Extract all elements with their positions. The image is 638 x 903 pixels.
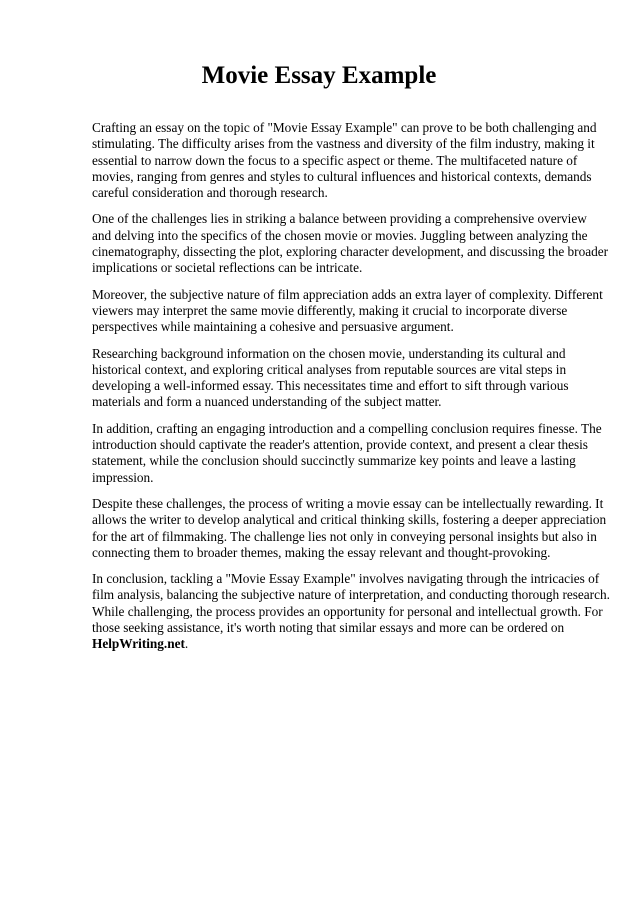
essay-body: [92, 120, 610, 663]
page-title: Movie Essay Example: [201, 62, 437, 89]
text-line: developing a well-informed essay. This necessitates time and effort to sift through various: [92, 378, 569, 394]
text-line: introduction should captivate the reader's attention, provide context, and present a clear thesis: [92, 437, 588, 453]
link-suffix: .: [184, 636, 189, 652]
text-line: connecting them to broader themes, making the essay relevant and thought-provoking.: [92, 544, 551, 560]
helpwriting-link[interactable]: HelpWriting.net: [92, 636, 185, 652]
text-line: materials and form a nuanced understanding of the subject matter.: [92, 394, 442, 410]
paragraph-7: [92, 571, 610, 652]
text-line: Despite these challenges, the process of writing a movie essay can be intellectually rewarding. It: [92, 495, 604, 511]
text-line: Crafting an essay on the topic of "Movie Essay Example" can prove to be both challenging and: [92, 120, 597, 135]
text-line: historical context, and exploring critical analyses from reputable sources are vital steps in: [92, 361, 567, 377]
text-line: essential to narrow down the focus to a specific aspect or theme. The multifaceted nature of: [92, 152, 578, 168]
text-line: cinematography, dissecting the plot, exploring character development, and discussing the broader: [92, 244, 609, 260]
text-line: implications or societal reflections can be intricate.: [92, 260, 363, 276]
text-line: Moreover, the subjective nature of film appreciation adds an extra layer of complexity. Different: [92, 286, 603, 302]
text-line: viewers may interpret the same movie differently, making it crucial to incorporate diverse: [92, 302, 568, 318]
closing-line: [92, 636, 602, 652]
paragraph-6: [92, 495, 607, 561]
text-line: movies, ranging from genres and styles to cultural influences and historical contexts, demands: [92, 168, 592, 184]
text-line: Researching background information on the chosen movie, understanding its cultural and: [92, 345, 566, 361]
text-line: for the art of filmmaking. The challenge lies not only in conveying personal insights but also in: [92, 528, 597, 544]
text-line: those seeking assistance, it's worth noting that similar essays and more can be ordered on: [92, 620, 565, 636]
text-line: In addition, crafting an engaging introduction and a compelling conclusion requires finesse. The: [92, 420, 602, 436]
text-line: While challenging, the process provides an opportunity for personal and intellectual growth. For: [92, 603, 603, 619]
text-line: film analysis, balancing the subjective nature of interpretation, and conducting thorough research.: [92, 587, 610, 603]
text-line: stimulating. The difficulty arises from the vastness and diversity of the film industry, making it: [92, 136, 595, 152]
paragraph-3: [92, 287, 602, 336]
text-line: careful consideration and thorough research.: [92, 185, 328, 201]
text-line: impression.: [92, 469, 154, 485]
text-line: statement, while the conclusion should succinctly summarize key points and leave a lasting: [92, 453, 576, 469]
text-line: allows the writer to develop analytical and critical thinking skills, fostering a deeper appreciation: [92, 512, 607, 528]
text-line: and delving into the specifics of the chosen movie or movies. Juggling between analyzing the: [92, 227, 588, 243]
paragraph-4: [92, 346, 602, 411]
text-line: In conclusion, tackling a "Movie Essay Example" involves navigating through the intricacies of: [92, 571, 600, 587]
paragraph-5: [92, 421, 602, 486]
text-line: perspectives while maintaining a cohesive and persuasive argument.: [92, 319, 454, 335]
paragraph-1: [92, 120, 602, 201]
paragraph-2: [92, 211, 609, 276]
text-line: One of the challenges lies in striking a balance between providing a comprehensive overview: [92, 211, 587, 227]
